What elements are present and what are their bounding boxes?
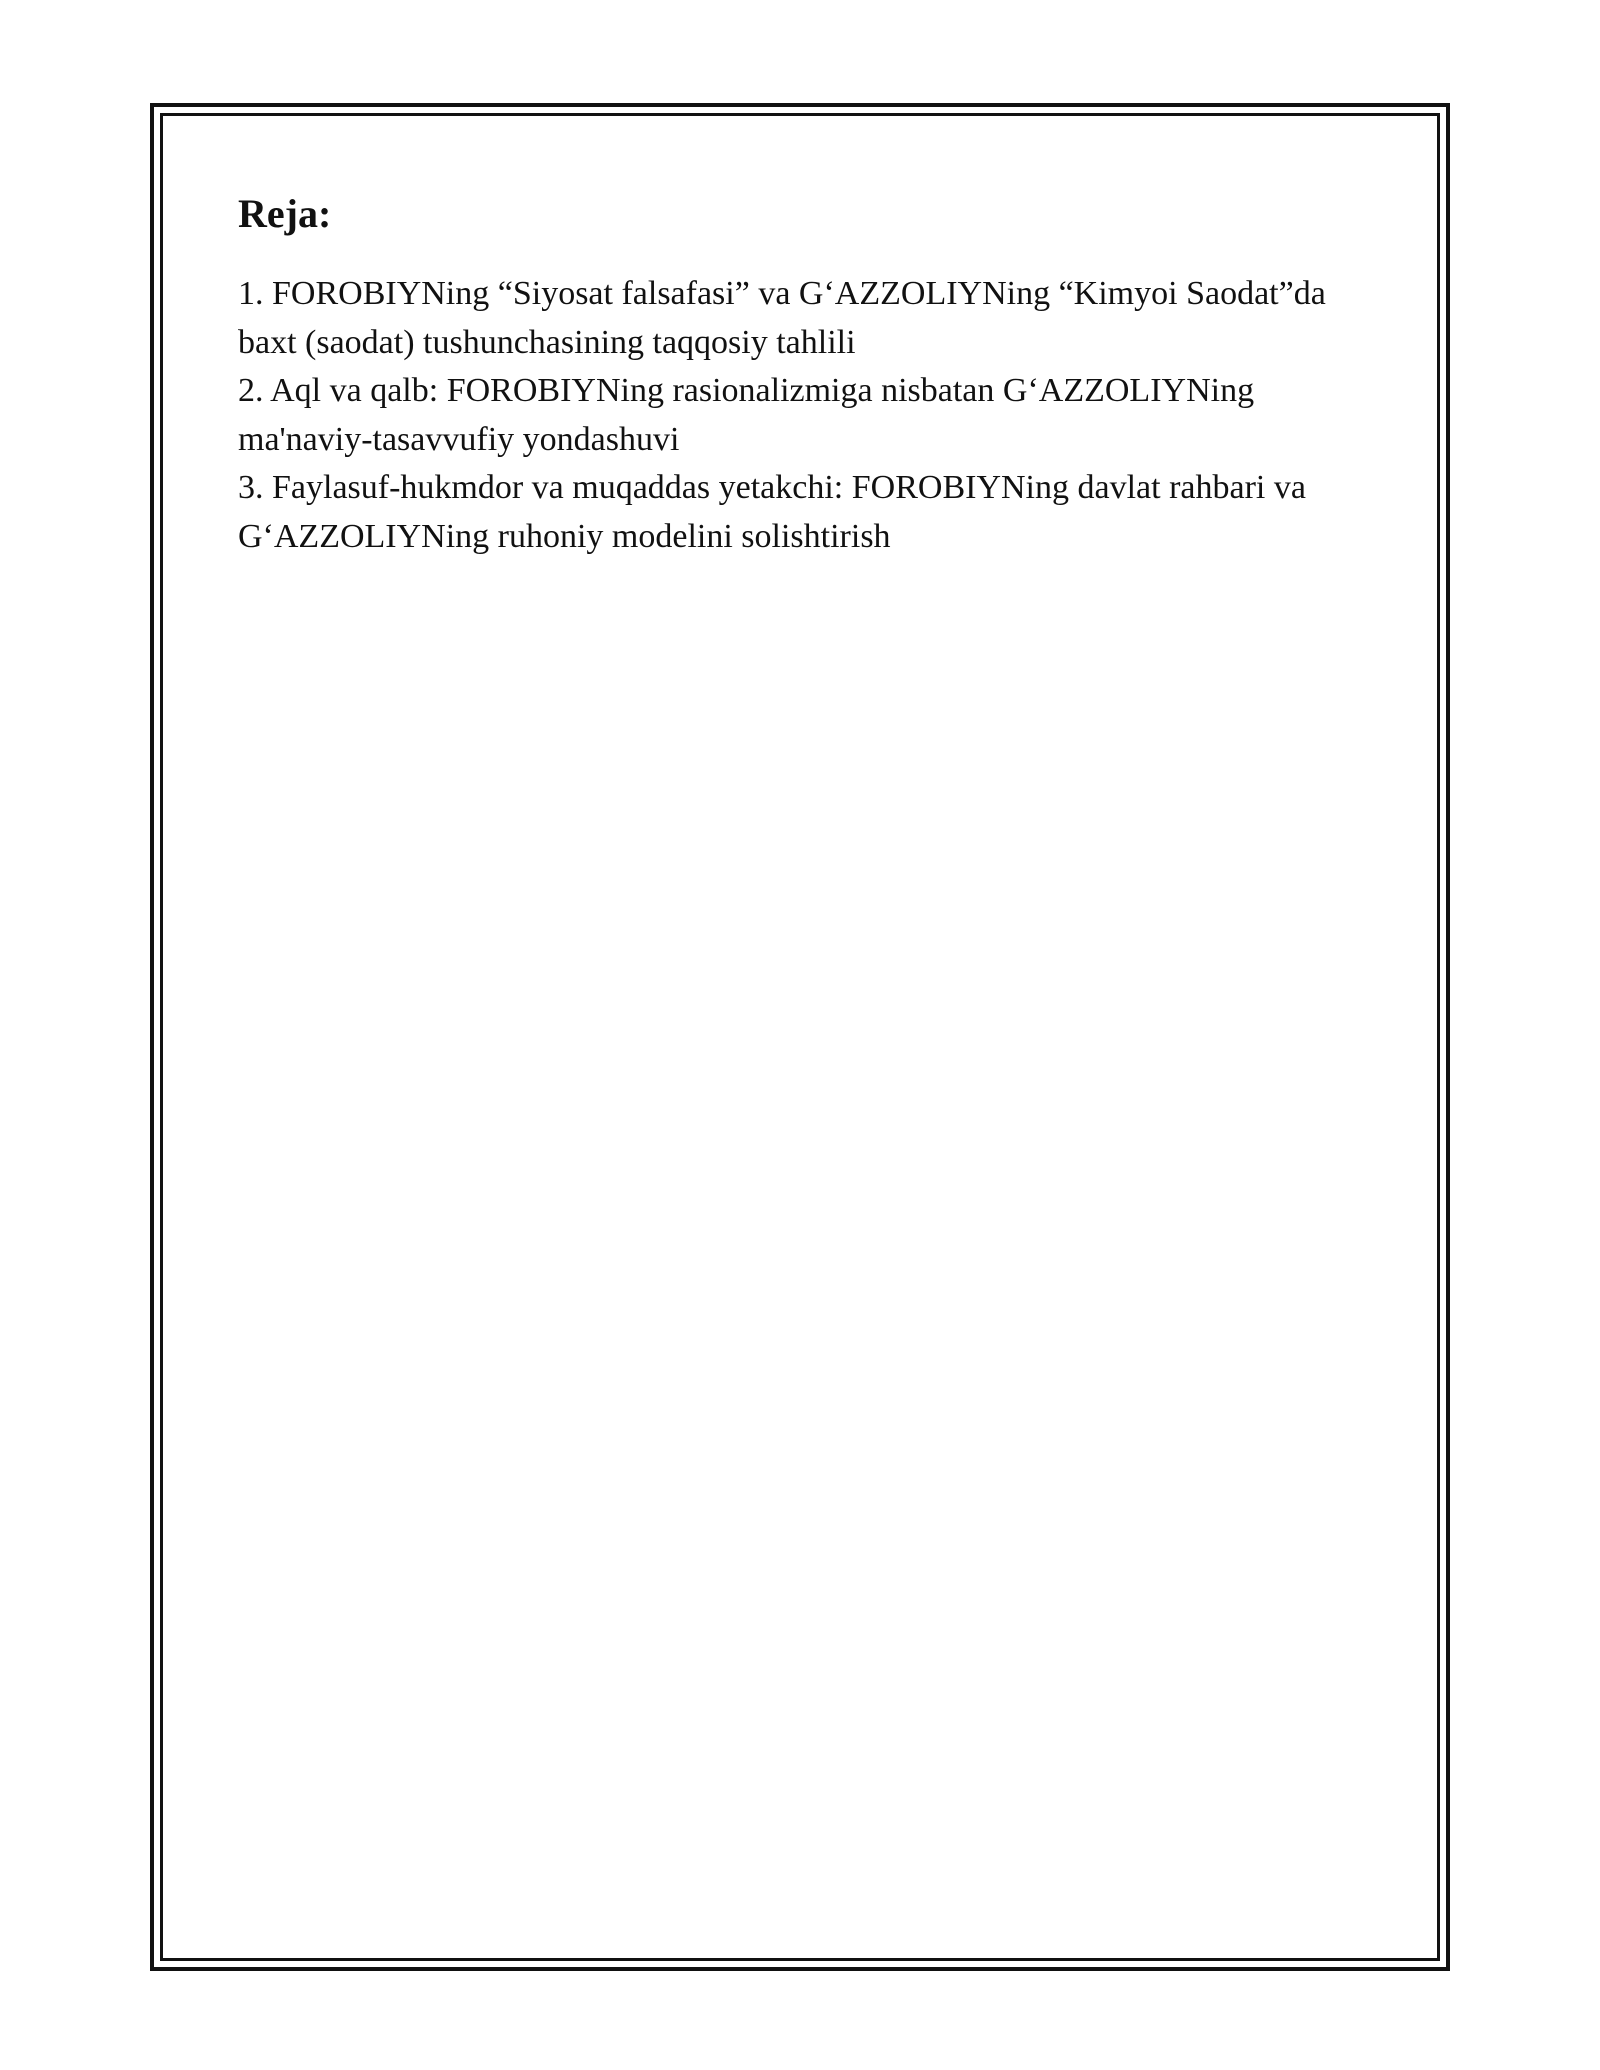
- page-content: [238, 188, 1368, 561]
- plan-item-1: 1. FOROBIYNing “Siyosat falsafasi” va G‘AZZOLIYNing “Kimyoi Saodat”da baxt (saodat) tushunchasining taqqosiy tahlili: [238, 275, 1326, 361]
- plan-list: [238, 270, 1368, 561]
- plan-heading: Reja:: [238, 191, 332, 236]
- plan-item-3: 3. Faylasuf-hukmdor va muqaddas yetakchi: FOROBIYNing davlat rahbari va G‘AZZOLIYNing ruhoniy modelini solishtirish: [238, 469, 1306, 555]
- plan-item-2: 2. Aql va qalb: FOROBIYNing rasionalizmiga nisbatan G‘AZZOLIYNing ma'naviy-tasavvufiy yondashuvi: [238, 372, 1255, 458]
